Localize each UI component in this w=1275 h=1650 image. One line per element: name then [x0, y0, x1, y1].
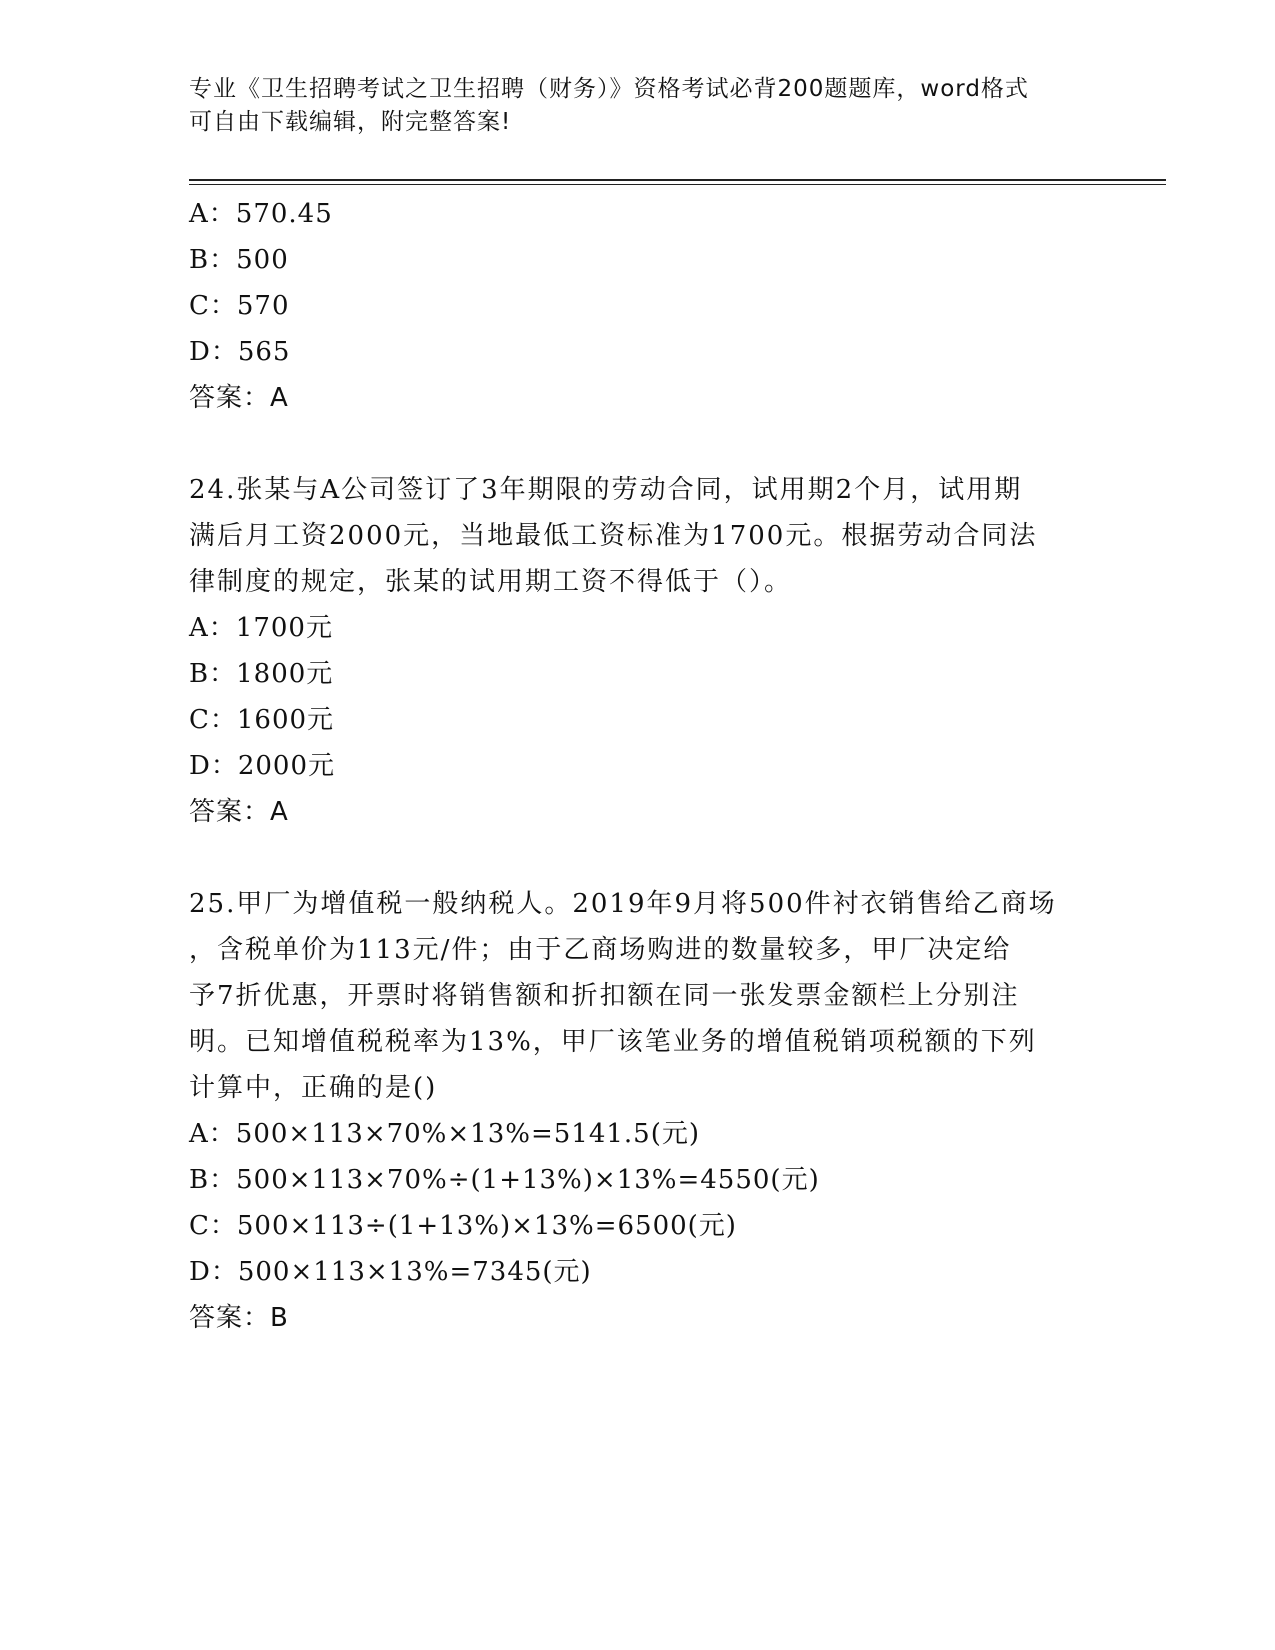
option-c: C：1600元: [189, 705, 335, 735]
option-d: D：500×113×13%=7345(元): [189, 1257, 592, 1287]
answer-line: 答案：B: [189, 1303, 289, 1333]
document-body: [189, 191, 1089, 1341]
option-a: A：500×113×70%×13%=5141.5(元): [189, 1119, 701, 1149]
option-b: B：1800元: [189, 659, 334, 689]
option-c: C：570: [189, 291, 290, 321]
question-stem-line: 计算中，正确的是(): [189, 1073, 438, 1103]
option-b: B：500×113×70%÷(1+13%)×13%=4550(元): [189, 1165, 820, 1195]
question-stem-line: 满后月工资2000元，当地最低工资标准为1700元。根据劳动合同法: [189, 521, 1038, 551]
question-stem-line: 24.张某与A公司签订了3年期限的劳动合同，试用期2个月，试用期: [189, 475, 1023, 505]
question-stem-line: 予7折优惠，开票时将销售额和折扣额在同一张发票金额栏上分别注: [189, 981, 1020, 1011]
answer-line: 答案：A: [189, 797, 289, 827]
option-a: A：570.45: [189, 199, 333, 229]
option-d: D：2000元: [189, 751, 336, 781]
question-stem-line: 律制度的规定，张某的试用期工资不得低于（）。: [189, 567, 793, 597]
question-23-options: [189, 191, 1089, 421]
option-d: D：565: [189, 337, 291, 367]
answer-line: 答案：A: [189, 383, 289, 413]
document-header: [189, 73, 1089, 139]
header-divider-thick: [189, 179, 1166, 181]
option-a: A：1700元: [189, 613, 333, 643]
question-24: [189, 467, 1089, 835]
question-stem-line: 明。已知增值税税率为13%，甲厂该笔业务的增值税销项税额的下列: [189, 1027, 1037, 1057]
question-stem-line: ，含税单价为113元/件；由于乙商场购进的数量较多，甲厂决定给: [189, 935, 1012, 965]
question-25: [189, 881, 1089, 1341]
option-b: B：500: [189, 245, 289, 275]
header-line-2: 可自由下载编辑，附完整答案!: [189, 109, 512, 135]
option-c: C：500×113÷(1+13%)×13%=6500(元): [189, 1211, 737, 1241]
question-stem-line: 25.甲厂为增值税一般纳税人。2019年9月将500件衬衣销售给乙商场: [189, 889, 1057, 919]
header-line-1: 专业《卫生招聘考试之卫生招聘（财务）》资格考试必背200题题库，word格式: [189, 76, 1029, 102]
spacer: [189, 421, 1089, 467]
spacer: [189, 835, 1089, 881]
header-divider-thin: [189, 184, 1166, 185]
